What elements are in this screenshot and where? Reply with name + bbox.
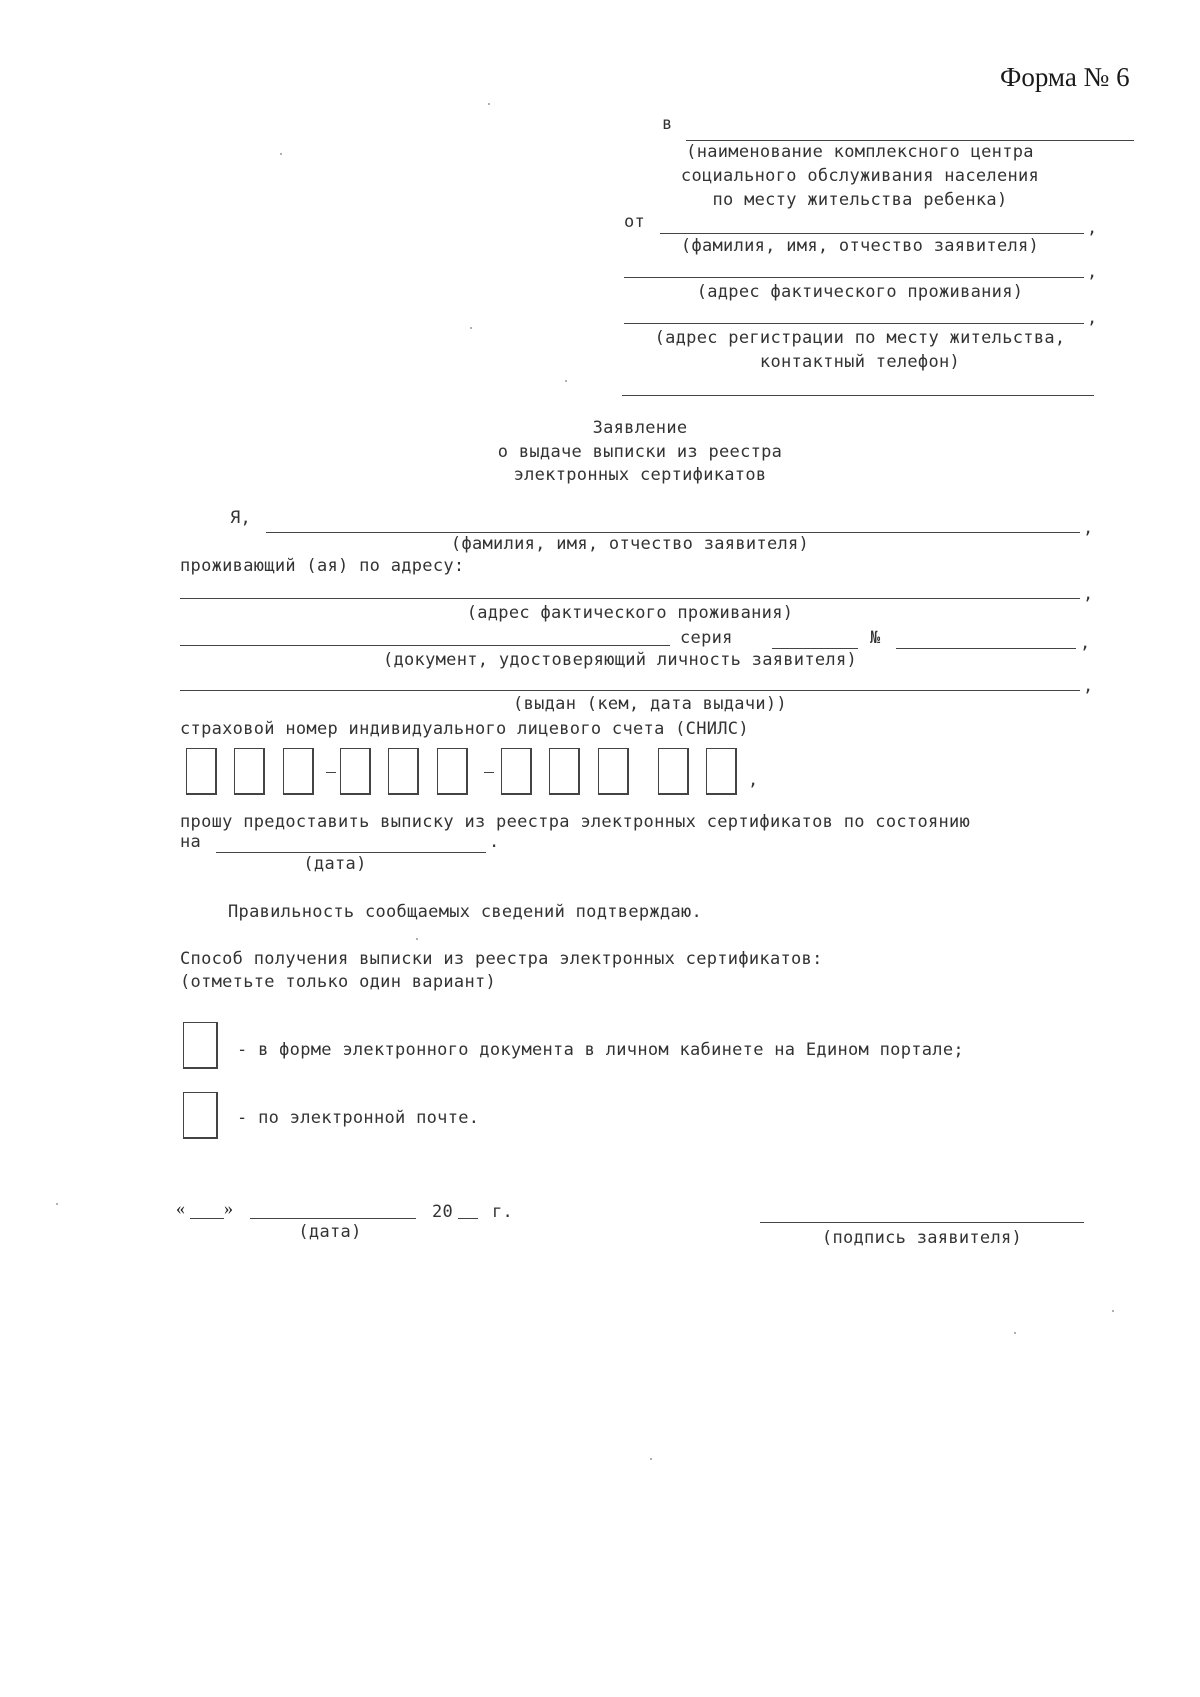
snils-label: страховой номер индивидуального лицевого счета (СНИЛС) (180, 719, 749, 739)
document-title-line3: электронных сертификатов (513, 465, 767, 485)
identity-document-caption: (документ, удостоверяющий личность заявителя) (382, 650, 858, 670)
recipient-caption-line3: по месту жительства ребенка) (712, 190, 1008, 210)
snils-separator (484, 772, 494, 773)
signature-caption: (подпись заявителя) (821, 1228, 1023, 1248)
scan-speck (1014, 1332, 1016, 1334)
from-prefix: от (624, 212, 646, 232)
series-field[interactable] (772, 648, 858, 649)
snils-digit-box[interactable] (388, 748, 419, 795)
footer-date-caption: (дата) (298, 1222, 362, 1242)
contact-phone-field[interactable] (622, 395, 1094, 396)
comma: , (1087, 308, 1098, 328)
number-label: № (870, 628, 881, 648)
method-hint: (отметьте только один вариант) (180, 972, 497, 992)
body-address-caption: (адрес фактического проживания) (466, 603, 794, 623)
snils-digit-box[interactable] (340, 748, 371, 795)
statement-date-field[interactable] (216, 852, 486, 853)
year-prefix: 20 (432, 1202, 454, 1222)
scan-speck (1112, 1310, 1114, 1312)
scan-speck (470, 327, 472, 329)
comma: , (1087, 218, 1098, 238)
period: . (489, 832, 500, 852)
document-number-field[interactable] (896, 648, 1076, 649)
to-prefix: в (662, 114, 673, 134)
on-prefix: на (180, 832, 202, 852)
i-prefix: Я, (230, 508, 252, 528)
year-suffix: г. (492, 1202, 514, 1222)
statement-date-caption: (дата) (303, 854, 367, 874)
quote-open: « (176, 1198, 185, 1218)
option-email-label: - по электронной почте. (237, 1108, 480, 1128)
snils-digit-box[interactable] (437, 748, 468, 795)
identity-document-field[interactable] (180, 645, 670, 646)
confirm-text: Правильность сообщаемых сведений подтверждаю. (228, 902, 703, 922)
snils-control-digit-box[interactable] (706, 748, 737, 795)
registration-caption-line1: (адрес регистрации по месту жительства, (654, 328, 1066, 348)
document-title: Заявление (592, 418, 688, 438)
option-email-checkbox[interactable] (183, 1092, 218, 1139)
scan-speck (565, 380, 567, 382)
residing-label: проживающий (ая) по адресу: (180, 556, 465, 576)
scan-speck (488, 103, 490, 105)
applicant-name-caption: (фамилия, имя, отчество заявителя) (680, 236, 1040, 256)
series-label: серия (680, 628, 733, 648)
fullname-caption: (фамилия, имя, отчество заявителя) (450, 534, 810, 554)
request-text: прошу предоставить выписку из реестра электронных сертификатов по состоянию (180, 812, 971, 832)
recipient-caption-line1: (наименование комплексного центра (686, 142, 1034, 162)
method-heading: Способ получения выписки из реестра электронных сертификатов: (180, 949, 823, 969)
body-address-field[interactable] (180, 598, 1080, 599)
scan-speck (650, 1458, 652, 1460)
registration-caption-line2: контактный телефон) (759, 352, 961, 372)
comma: , (1083, 584, 1094, 604)
scan-speck (280, 153, 282, 155)
actual-address-field[interactable] (624, 277, 1084, 278)
snils-digit-box[interactable] (234, 748, 265, 795)
snils-digit-box[interactable] (501, 748, 532, 795)
quote-close: » (224, 1198, 233, 1218)
form-number: Форма № 6 (1000, 62, 1130, 92)
issued-caption: (выдан (кем, дата выдачи)) (513, 694, 787, 714)
year-field[interactable] (458, 1218, 478, 1219)
comma: , (1083, 518, 1094, 538)
snils-digit-box[interactable] (598, 748, 629, 795)
scan-speck (416, 938, 418, 940)
signature-field[interactable] (760, 1222, 1084, 1223)
document-title-line2: о выдаче выписки из реестра (497, 442, 783, 462)
comma: , (1080, 633, 1091, 653)
snils-separator (326, 772, 336, 773)
option-portal-checkbox[interactable] (183, 1022, 218, 1069)
applicant-name-field[interactable] (660, 233, 1084, 234)
applicant-fullname-field[interactable] (266, 532, 1080, 533)
snils-digit-box[interactable] (283, 748, 314, 795)
recipient-caption-line2: социального обслуживания населения (680, 166, 1040, 186)
snils-digit-box[interactable] (186, 748, 217, 795)
comma: , (1087, 262, 1098, 282)
option-portal-label: - в форме электронного документа в личном кабинете на Едином портале; (237, 1040, 964, 1060)
day-field[interactable] (190, 1218, 224, 1219)
snils-control-digit-box[interactable] (658, 748, 689, 795)
registration-address-field[interactable] (624, 323, 1084, 324)
issued-by-field[interactable] (180, 690, 1080, 691)
comma: , (748, 770, 759, 790)
month-field[interactable] (250, 1218, 416, 1219)
scan-speck (56, 1203, 58, 1205)
comma: , (1083, 676, 1094, 696)
snils-digit-box[interactable] (549, 748, 580, 795)
actual-address-caption: (адрес фактического проживания) (696, 282, 1024, 302)
recipient-name-field[interactable] (686, 140, 1134, 141)
